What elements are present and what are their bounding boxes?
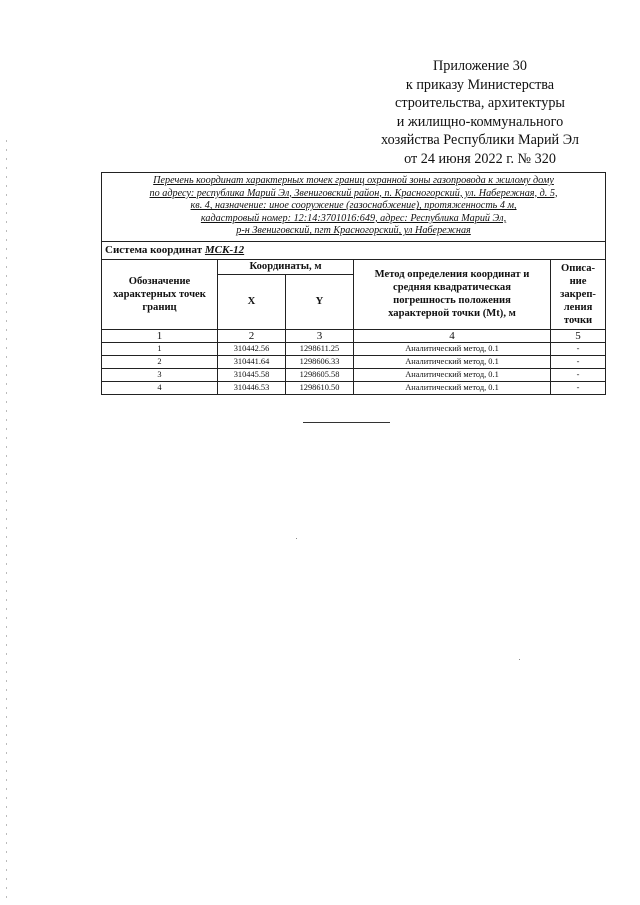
cell-point: 1	[102, 342, 218, 355]
cell-y: 1298605.58	[286, 368, 354, 381]
coordinates-table-frame	[101, 172, 605, 395]
header-description: Описа-ние закреп-ления точки	[551, 259, 606, 329]
cell-method: Аналитический метод, 0.1	[354, 368, 551, 381]
column-number: 2	[218, 329, 286, 342]
table-title-line: по адресу: республика Марий Эл, Звениговский район, п. Красногорский, ул. Набережная, д. 5,	[149, 187, 558, 199]
coordinate-system-value: МСК-12	[204, 244, 245, 257]
cell-description: -	[551, 381, 606, 394]
coordinate-system-row	[102, 241, 606, 259]
cell-point: 2	[102, 355, 218, 368]
table-row	[102, 342, 606, 355]
cell-y: 1298610.50	[286, 381, 354, 394]
table-title	[102, 173, 606, 242]
cell-point: 3	[102, 368, 218, 381]
annex-line: от 24 июня 2022 г. № 320	[404, 150, 556, 167]
coordinates-table	[101, 172, 606, 395]
cell-x: 310442.56	[218, 342, 286, 355]
annex-line: хозяйства Республики Марий Эл	[381, 132, 579, 149]
closing-rule	[303, 422, 390, 423]
cell-description: -	[551, 368, 606, 381]
cell-point: 4	[102, 381, 218, 394]
header-designation: Обозначение характерных точек границ	[102, 259, 218, 329]
scan-margin-marks	[6, 140, 7, 900]
table-title-line: р-н Звениговский, пгт Красногорский, ул Набережная	[236, 225, 471, 237]
scan-speck	[296, 538, 297, 539]
table-title-line: кв. 4, назначение: иное сооружение (газоснабжение), протяженность 4 м,	[190, 200, 517, 212]
table-row	[102, 368, 606, 381]
column-number: 5	[551, 329, 606, 342]
cell-method: Аналитический метод, 0.1	[354, 355, 551, 368]
header-method: Метод определения координат и средняя квадратическая погрешность положения характерной точки (Mt), м	[354, 259, 551, 329]
annex-line: и жилищно-коммунального	[396, 113, 564, 130]
scan-speck	[519, 659, 520, 660]
column-number: 1	[102, 329, 218, 342]
annex-header	[360, 57, 600, 169]
table-row	[102, 355, 606, 368]
table-title-line: Перечень координат характерных точек границ охранной зоны газопровода к жилому дому	[153, 175, 554, 186]
column-number: 3	[286, 329, 354, 342]
annex-line: строительства, архитектуры	[395, 95, 565, 112]
table-row	[102, 381, 606, 394]
table-title-line: кадастровый номер: 12:14:3701016:649, адрес: Республика Марий Эл,	[200, 212, 507, 224]
cell-y: 1298606.33	[286, 355, 354, 368]
cell-x: 310441.64	[218, 355, 286, 368]
annex-line: к приказу Министерства	[405, 76, 555, 93]
header-x: X	[218, 274, 286, 329]
cell-description: -	[551, 342, 606, 355]
cell-method: Аналитический метод, 0.1	[354, 342, 551, 355]
cell-description: -	[551, 355, 606, 368]
column-number: 4	[354, 329, 551, 342]
cell-x: 310445.58	[218, 368, 286, 381]
coordinate-system-label: Система координат	[105, 244, 203, 257]
cell-y: 1298611.25	[286, 342, 354, 355]
annex-line: Приложение 30	[433, 58, 527, 74]
cell-method: Аналитический метод, 0.1	[354, 381, 551, 394]
cell-x: 310446.53	[218, 381, 286, 394]
header-coordinates: Координаты, м	[218, 259, 354, 274]
header-y: Y	[286, 274, 354, 329]
